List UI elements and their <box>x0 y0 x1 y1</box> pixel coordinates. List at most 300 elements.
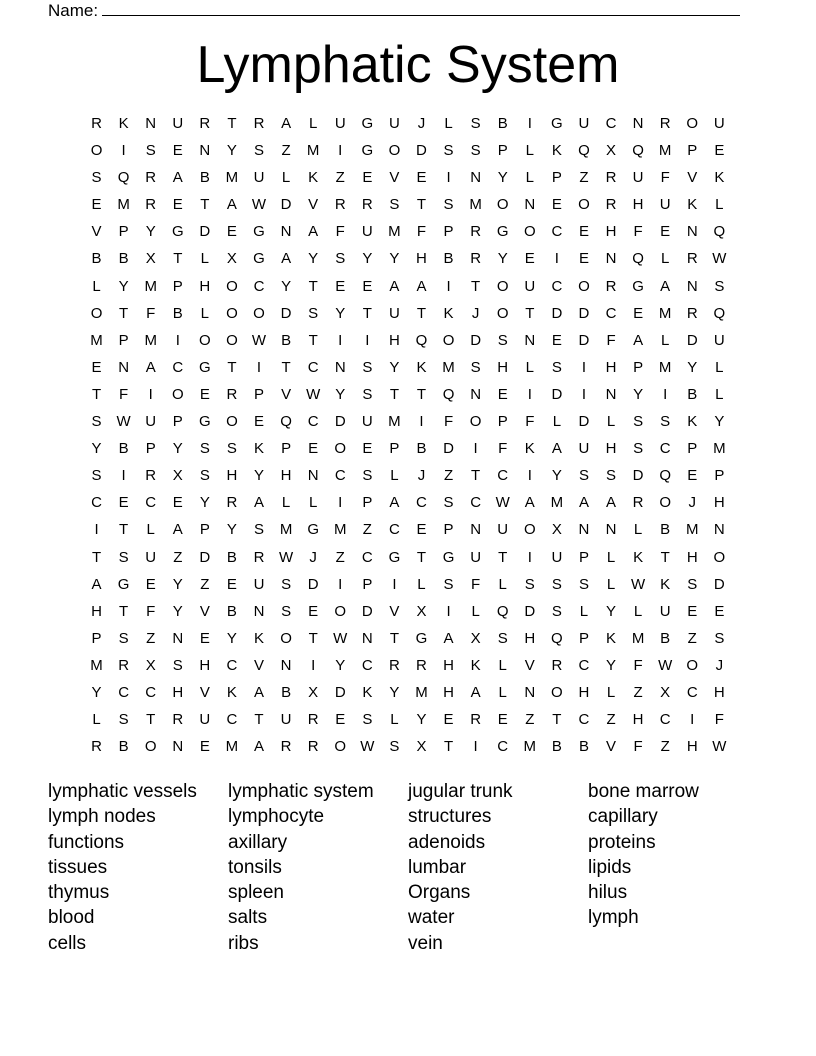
grid-letter: S <box>362 711 373 729</box>
grid-letter: R <box>686 250 698 268</box>
grid-letter: S <box>578 467 589 485</box>
grid-letter: Q <box>280 413 292 431</box>
grid-letter: N <box>713 521 725 539</box>
grid-letter: F <box>606 331 616 349</box>
grid-letter: C <box>388 521 400 539</box>
grid-letter: A <box>606 494 617 512</box>
grid-letter: T <box>173 250 183 268</box>
word-item: lymph nodes <box>48 806 156 828</box>
grid-letter: W <box>251 331 267 349</box>
grid-letter: C <box>361 548 373 566</box>
grid-letter: K <box>714 169 725 187</box>
grid-letter: E <box>199 629 210 647</box>
grid-letter: N <box>172 738 184 756</box>
grid-letter: D <box>578 304 590 322</box>
grid-letter: S <box>199 467 210 485</box>
grid-letter: S <box>118 548 129 566</box>
grid-letter: I <box>311 656 316 674</box>
grid-letter: D <box>713 575 725 593</box>
grid-letter: Y <box>389 358 400 376</box>
grid-letter: B <box>118 738 129 756</box>
grid-letter: K <box>551 142 562 160</box>
grid-letter: X <box>145 656 156 674</box>
grid-letter: I <box>581 358 587 376</box>
grid-letter: M <box>333 521 347 539</box>
grid-letter: R <box>470 223 482 241</box>
grid-letter: N <box>361 629 373 647</box>
grid-letter: V <box>281 385 292 403</box>
grid-letter: Y <box>335 385 346 403</box>
grid-letter: E <box>335 711 346 729</box>
grid-letter: T <box>308 629 318 647</box>
grid-row <box>83 462 733 489</box>
grid-letter: U <box>388 115 400 132</box>
grid-letter: D <box>416 142 427 160</box>
grid-letter: S <box>470 142 481 160</box>
grid-letter: H <box>497 358 509 376</box>
grid-letter: J <box>715 656 724 674</box>
grid-letter: Z <box>687 629 697 647</box>
grid-letter: O <box>578 277 590 295</box>
grid-letter: C <box>686 683 698 701</box>
grid-letter: M <box>415 683 428 701</box>
grid-letter: W <box>495 494 510 512</box>
grid-letter: R <box>307 711 319 729</box>
grid-letter: R <box>632 494 644 512</box>
grid-letter: U <box>280 711 292 729</box>
grid-letter: C <box>91 494 102 512</box>
grid-letter: K <box>524 440 535 458</box>
grid-letter: L <box>552 413 562 431</box>
word-item: spleen <box>228 882 284 904</box>
grid-letter: P <box>687 142 698 160</box>
grid-letter: E <box>714 142 725 160</box>
grid-letter: V <box>91 223 102 241</box>
grid-letter: F <box>498 440 508 458</box>
grid-letter: L <box>498 656 507 674</box>
grid-letter: N <box>524 196 536 214</box>
grid-letter: N <box>199 142 211 160</box>
grid-letter: D <box>361 602 373 620</box>
grid-letter: I <box>473 440 478 458</box>
grid-letter: K <box>254 629 265 647</box>
grid-letter: C <box>605 304 617 322</box>
grid-row <box>83 652 733 679</box>
grid-letter: T <box>281 358 291 376</box>
grid-letter: D <box>470 331 482 349</box>
grid-letter: H <box>605 358 617 376</box>
grid-letter: L <box>146 521 155 539</box>
grid-row <box>83 706 733 733</box>
grid-letter: C <box>659 711 671 729</box>
grid-letter: P <box>443 223 454 241</box>
grid-letter: I <box>554 250 559 268</box>
grid-letter: Y <box>226 629 237 647</box>
grid-letter: A <box>91 575 102 593</box>
grid-letter: K <box>470 656 481 674</box>
grid-letter: D <box>280 196 292 214</box>
grid-letter: Z <box>443 467 454 485</box>
grid-letter: U <box>361 223 373 241</box>
grid-letter: D <box>443 440 454 458</box>
grid-letter: D <box>686 331 698 349</box>
grid-letter: F <box>633 738 643 756</box>
grid-letter: T <box>254 711 264 729</box>
grid-letter: R <box>416 656 427 674</box>
grid-letter: N <box>145 115 157 132</box>
grid-letter: Y <box>91 440 102 458</box>
grid-letter: Q <box>496 602 509 620</box>
grid-letter: M <box>658 304 672 322</box>
grid-letter: L <box>417 575 426 593</box>
grid-letter: Q <box>442 385 455 403</box>
grid-letter: P <box>633 358 644 376</box>
grid-letter: R <box>91 738 102 756</box>
grid-letter: U <box>145 548 157 566</box>
grid-letter: E <box>497 711 508 729</box>
grid-row <box>83 137 733 164</box>
grid-letter: L <box>525 142 534 160</box>
grid-letter: P <box>254 385 265 403</box>
grid-letter: F <box>633 223 643 241</box>
grid-letter: S <box>362 467 373 485</box>
grid-letter: B <box>416 440 427 458</box>
word-item: capillary <box>588 806 658 828</box>
grid-letter: D <box>334 683 346 701</box>
grid-letter: S <box>118 711 129 729</box>
grid-letter: G <box>632 277 644 295</box>
grid-row <box>83 544 733 571</box>
grid-letter: A <box>254 738 265 756</box>
grid-letter: Q <box>578 142 590 160</box>
grid-letter: C <box>145 494 157 512</box>
grid-row <box>83 164 733 191</box>
grid-letter: N <box>172 629 184 647</box>
grid-letter: L <box>633 521 643 539</box>
grid-letter: S <box>714 629 725 647</box>
grid-letter: C <box>361 656 373 674</box>
grid-letter: Z <box>660 738 670 756</box>
grid-letter: K <box>254 440 265 458</box>
grid-letter: G <box>307 521 319 539</box>
grid-letter: A <box>254 494 265 512</box>
word-column <box>228 779 408 956</box>
grid-letter: V <box>524 656 535 674</box>
grid-letter: P <box>199 521 210 539</box>
grid-letter: F <box>525 413 535 431</box>
grid-letter: U <box>253 169 265 187</box>
grid-letter: M <box>90 656 103 674</box>
grid-letter: P <box>118 331 129 349</box>
grid-letter: R <box>145 467 157 485</box>
grid-letter: Y <box>308 250 319 268</box>
grid-letter: M <box>523 738 537 756</box>
grid-letter: T <box>389 385 399 403</box>
grid-letter: O <box>144 738 157 756</box>
grid-letter: B <box>551 738 562 756</box>
grid-letter: H <box>524 629 536 647</box>
grid-letter: N <box>280 223 292 241</box>
word-item: salts <box>228 907 268 929</box>
word-item: Organs <box>408 882 471 904</box>
grid-letter: B <box>497 115 508 132</box>
grid-letter: S <box>470 115 481 132</box>
grid-letter: K <box>443 304 454 322</box>
grid-letter: E <box>578 223 589 241</box>
grid-letter: I <box>527 548 532 566</box>
grid-letter: G <box>253 250 265 268</box>
grid-letter: P <box>714 467 725 485</box>
grid-letter: A <box>145 358 156 376</box>
grid-letter: F <box>714 711 724 729</box>
grid-letter: R <box>226 494 238 512</box>
grid-letter: S <box>443 196 454 214</box>
grid-letter: D <box>551 385 563 403</box>
grid-letter: W <box>712 738 727 756</box>
grid-letter: X <box>145 250 156 268</box>
grid-letter: H <box>632 711 644 729</box>
grid-letter: D <box>524 602 536 620</box>
grid-letter: U <box>334 115 346 132</box>
grid-letter: L <box>715 385 724 403</box>
grid-letter: V <box>199 602 210 620</box>
grid-letter: Y <box>606 602 617 620</box>
grid-letter: O <box>226 304 238 322</box>
grid-letter: I <box>121 467 126 485</box>
grid-letter: R <box>145 196 157 214</box>
word-item: cells <box>48 932 87 954</box>
grid-row <box>83 571 733 598</box>
grid-letter: N <box>686 277 698 295</box>
word-item: proteins <box>588 831 656 853</box>
grid-letter: Q <box>632 250 644 268</box>
grid-letter: E <box>551 196 562 214</box>
grid-letter: R <box>226 385 238 403</box>
grid-letter: D <box>334 413 346 431</box>
grid-letter: L <box>390 467 399 485</box>
grid-letter: S <box>551 358 562 376</box>
grid-letter: O <box>226 331 238 349</box>
grid-letter: E <box>199 738 210 756</box>
grid-letter: L <box>633 602 643 620</box>
grid-letter: C <box>145 683 157 701</box>
grid-letter: J <box>417 467 426 485</box>
grid-letter: C <box>551 277 563 295</box>
grid-letter: Y <box>416 711 427 729</box>
grid-letter: Y <box>633 385 644 403</box>
grid-letter: W <box>306 385 321 403</box>
grid-letter: Q <box>713 223 726 241</box>
grid-row <box>83 327 733 354</box>
grid-letter: N <box>470 385 482 403</box>
grid-letter: S <box>172 656 183 674</box>
grid-letter: O <box>171 385 184 403</box>
grid-letter: U <box>713 115 725 132</box>
word-item: functions <box>48 831 125 853</box>
grid-letter: L <box>92 277 101 295</box>
grid-letter: F <box>443 413 454 431</box>
grid-letter: R <box>145 169 157 187</box>
grid-letter: O <box>469 413 482 431</box>
grid-letter: P <box>443 521 454 539</box>
grid-letter: G <box>171 223 184 241</box>
grid-letter: L <box>606 413 616 431</box>
grid-letter: S <box>362 358 373 376</box>
grid-letter: C <box>605 115 617 132</box>
grid-letter: S <box>714 277 725 295</box>
grid-letter: O <box>226 277 238 295</box>
grid-letter: Q <box>415 331 428 349</box>
grid-letter: A <box>633 331 644 349</box>
grid-letter: V <box>199 683 210 701</box>
grid-letter: B <box>172 304 183 322</box>
grid-letter: D <box>578 413 590 431</box>
word-item: lipids <box>588 856 632 878</box>
grid-letter: H <box>605 223 617 241</box>
grid-letter: I <box>338 575 343 593</box>
grid-letter: Y <box>226 521 237 539</box>
grid-letter: H <box>388 331 400 349</box>
grid-letter: E <box>145 575 156 593</box>
grid-letter: E <box>308 602 319 620</box>
grid-letter: S <box>633 440 644 458</box>
grid-letter: L <box>498 575 507 593</box>
grid-letter: Y <box>497 250 508 268</box>
grid-letter: E <box>254 413 265 431</box>
grid-letter: G <box>253 223 265 241</box>
grid-letter: T <box>227 115 237 132</box>
grid-letter: W <box>360 738 375 756</box>
grid-letter: L <box>661 331 670 349</box>
grid-letter: S <box>443 494 454 512</box>
grid-letter: E <box>226 223 237 241</box>
grid-letter: P <box>172 277 183 295</box>
grid-row <box>83 408 733 435</box>
grid-letter: A <box>551 440 562 458</box>
word-item: lymphatic system <box>228 781 374 802</box>
grid-letter: R <box>388 656 400 674</box>
grid-letter: O <box>226 413 238 431</box>
word-item: water <box>408 907 455 929</box>
grid-letter: G <box>199 413 211 431</box>
grid-row <box>83 218 733 245</box>
grid-letter: G <box>199 358 211 376</box>
grid-letter: D <box>199 223 211 241</box>
grid-letter: M <box>225 169 239 187</box>
word-item: adenoids <box>408 831 486 853</box>
grid-letter: R <box>199 115 211 132</box>
grid-letter: P <box>578 548 589 566</box>
grid-letter: G <box>551 115 563 132</box>
grid-letter: R <box>91 115 102 132</box>
grid-letter: M <box>225 738 239 756</box>
grid-letter: T <box>91 385 102 403</box>
grid-letter: N <box>686 223 698 241</box>
grid-letter: R <box>253 115 265 132</box>
word-column <box>48 779 228 956</box>
grid-letter: Q <box>551 629 563 647</box>
grid-letter: W <box>658 656 673 674</box>
grid-letter: U <box>551 548 563 566</box>
word-item: axillary <box>228 831 288 853</box>
grid-letter: T <box>91 548 102 566</box>
grid-letter: L <box>390 711 399 729</box>
grid-letter: L <box>715 358 724 376</box>
grid-letter: N <box>632 115 644 132</box>
grid-letter: G <box>415 629 428 647</box>
grid-letter: Y <box>687 358 698 376</box>
grid-letter: T <box>146 711 156 729</box>
grid-letter: F <box>633 656 643 674</box>
grid-letter: T <box>119 521 129 539</box>
grid-letter: A <box>578 494 589 512</box>
grid-letter: U <box>145 413 157 431</box>
grid-letter: D <box>632 467 644 485</box>
grid-letter: S <box>389 738 400 756</box>
grid-letter: X <box>470 629 481 647</box>
grid-letter: B <box>660 521 671 539</box>
grid-letter: M <box>144 277 157 295</box>
grid-letter: W <box>279 548 294 566</box>
grid-letter: O <box>686 656 699 674</box>
grid-letter: A <box>308 223 319 241</box>
grid-letter: R <box>307 738 319 756</box>
grid-letter: N <box>578 521 590 539</box>
grid-letter: U <box>578 440 590 458</box>
word-item: structures <box>408 806 492 828</box>
grid-letter: E <box>416 521 427 539</box>
grid-letter: O <box>523 521 536 539</box>
grid-letter: W <box>333 629 348 647</box>
grid-letter: X <box>416 738 427 756</box>
grid-letter: C <box>470 494 482 512</box>
grid-letter: O <box>551 683 563 701</box>
word-item: thymus <box>48 882 110 904</box>
grid-letter: A <box>416 277 427 295</box>
grid-letter: H <box>686 738 698 756</box>
grid-letter: Y <box>335 304 346 322</box>
grid-letter: B <box>91 250 102 268</box>
grid-letter: S <box>254 521 265 539</box>
grid-letter: L <box>444 115 453 132</box>
grid-letter: E <box>118 494 129 512</box>
grid-letter: H <box>443 656 454 674</box>
grid-letter: B <box>443 250 454 268</box>
grid-letter: Y <box>145 223 156 241</box>
grid-letter: S <box>254 142 265 160</box>
grid-letter: V <box>254 656 265 674</box>
grid-letter: O <box>686 115 699 132</box>
grid-letter: B <box>118 250 129 268</box>
grid-letter: P <box>389 440 400 458</box>
grid-letter: Z <box>281 142 291 160</box>
grid-letter: M <box>713 440 726 458</box>
grid-letter: H <box>280 467 292 485</box>
grid-letter: H <box>199 277 211 295</box>
grid-letter: C <box>497 467 509 485</box>
grid-letter: T <box>227 358 237 376</box>
grid-letter: T <box>416 196 427 214</box>
grid-letter: M <box>306 142 320 160</box>
grid-letter: X <box>226 250 237 268</box>
grid-letter: T <box>660 548 670 566</box>
grid-letter: K <box>660 575 671 593</box>
grid-letter: C <box>307 358 319 376</box>
grid-letter: C <box>118 683 130 701</box>
grid-letter: E <box>687 467 698 485</box>
grid-letter: R <box>361 196 373 214</box>
grid-letter: Z <box>173 548 183 566</box>
